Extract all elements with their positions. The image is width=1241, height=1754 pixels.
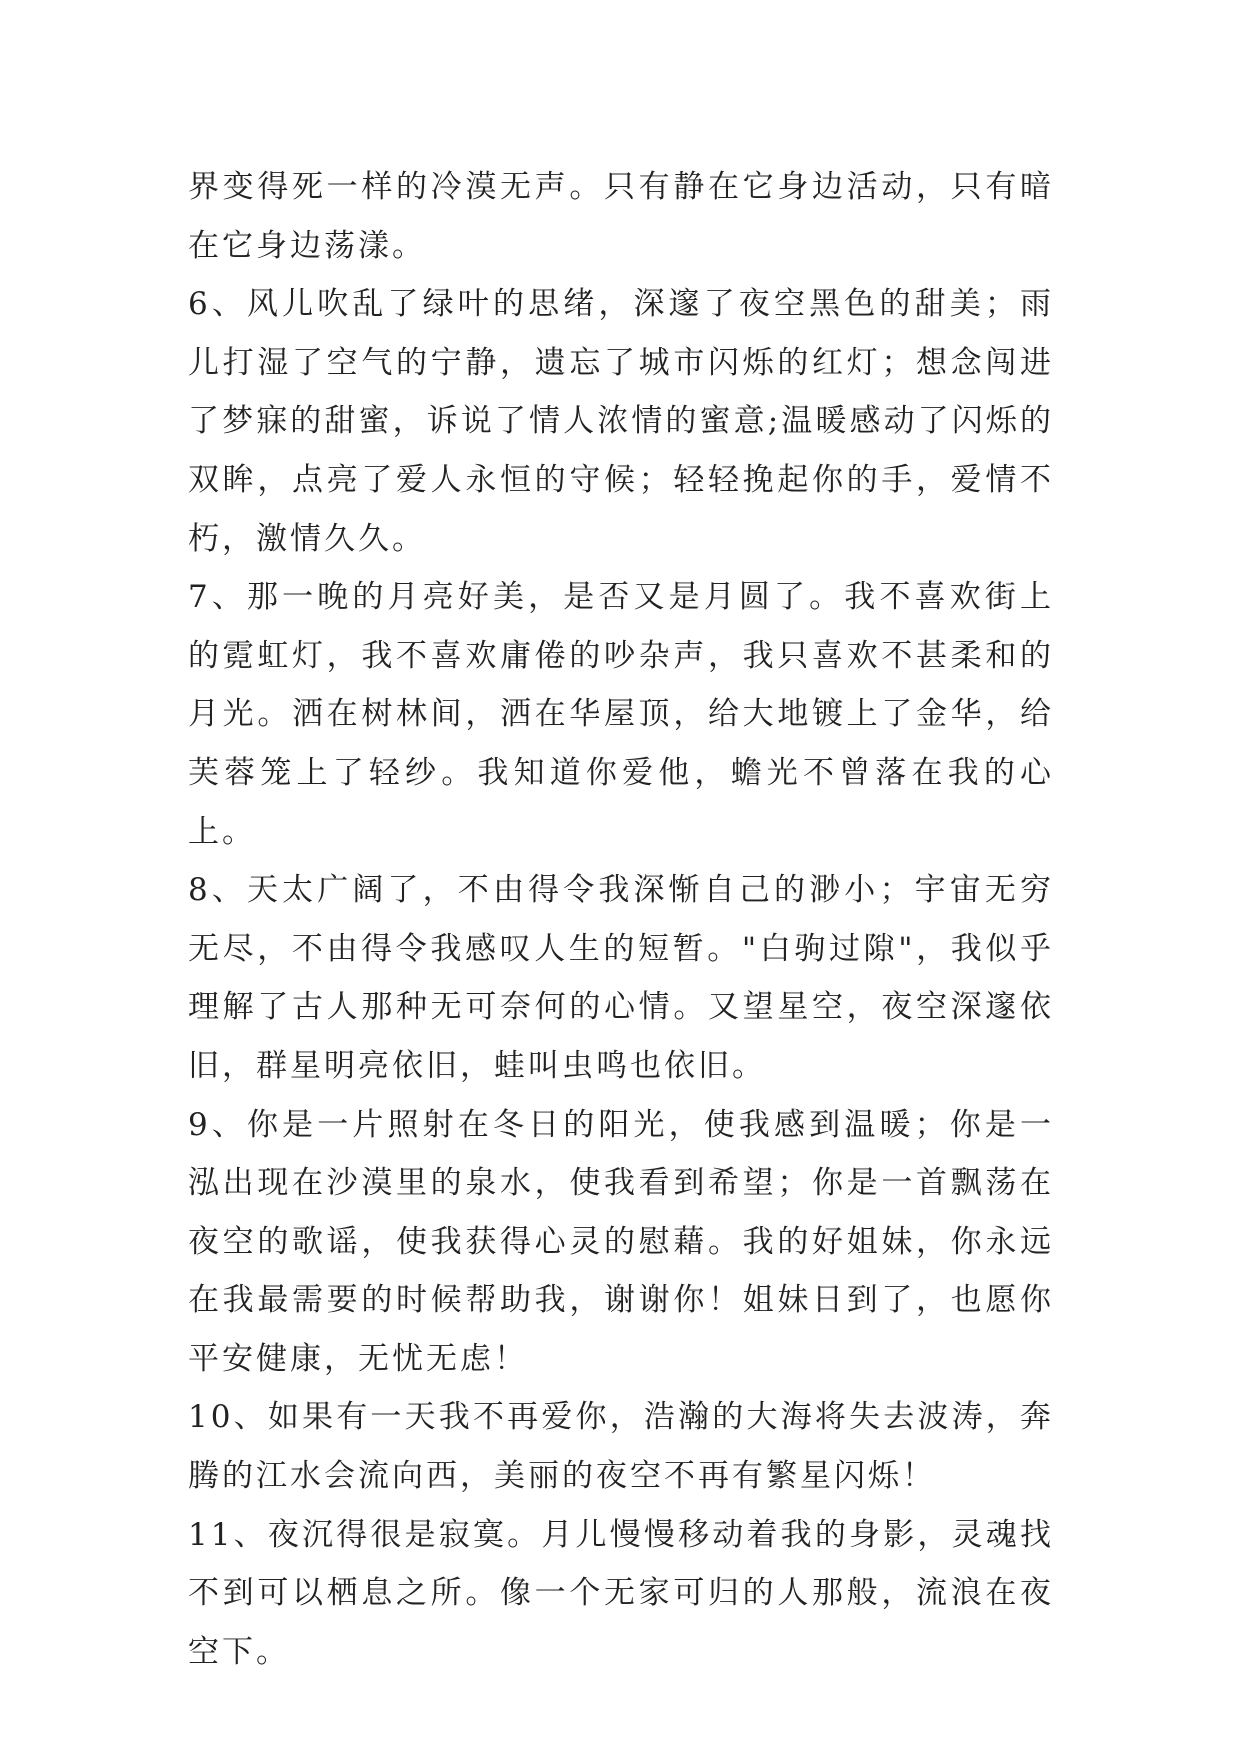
paragraph-8: 8、天太广阔了，不由得令我深惭自己的渺小；宇宙无穷无尽，不由得令我感叹人生的短暂。"白驹过隙"，我似乎理解了古人那种无可奈何的心情。又望星空，夜空深邃依旧，群星明亮依旧，蛙叫虫鸣也依旧。 bbox=[188, 872, 1054, 1084]
paragraph-11: 11、夜沉得很是寂寞。月儿慢慢移动着我的身影，灵魂找不到可以栖息之所。像一个无家可归的人那般，流浪在夜空下。 bbox=[188, 1516, 1054, 1670]
paragraph-continuation: 界变得死一样的冷漠无声。只有静在它身边活动，只有暗在它身边荡漾。 bbox=[188, 169, 1054, 264]
paragraph-7: 7、那一晚的月亮好美，是否又是月圆了。我不喜欢街上的霓虹灯，我不喜欢庸倦的吵杂声，我只喜欢不甚柔和的月光。洒在树林间，洒在华屋顶，给大地镀上了金华，给芙蓉笼上了轻纱。我知道你爱他，蟾光不曾落在我的心上。 bbox=[188, 579, 1054, 850]
paragraph-6: 6、风儿吹乱了绿叶的思绪，深邃了夜空黑色的甜美；雨儿打湿了空气的宁静，遗忘了城市闪烁的红灯；想念闯进了梦寐的甜蜜，诉说了情人浓情的蜜意;温暖感动了闪烁的双眸，点亮了爱人永恒的守候；轻轻挽起你的手，爱情不朽，激情久久。 bbox=[188, 286, 1054, 557]
paragraph-9: 9、你是一片照射在冬日的阳光，使我感到温暖；你是一泓出现在沙漠里的泉水，使我看到希望；你是一首飘荡在夜空的歌谣，使我获得心灵的慰藉。我的好姐妹，你永远在我最需要的时候帮助我，谢谢你！姐妹日到了，也愿你平安健康，无忧无虑！ bbox=[188, 1106, 1054, 1377]
document-body bbox=[188, 158, 1054, 1681]
paragraph-10: 10、如果有一天我不再爱你，浩瀚的大海将失去波涛，奔腾的江水会流向西，美丽的夜空不再有繁星闪烁！ bbox=[188, 1399, 1054, 1495]
